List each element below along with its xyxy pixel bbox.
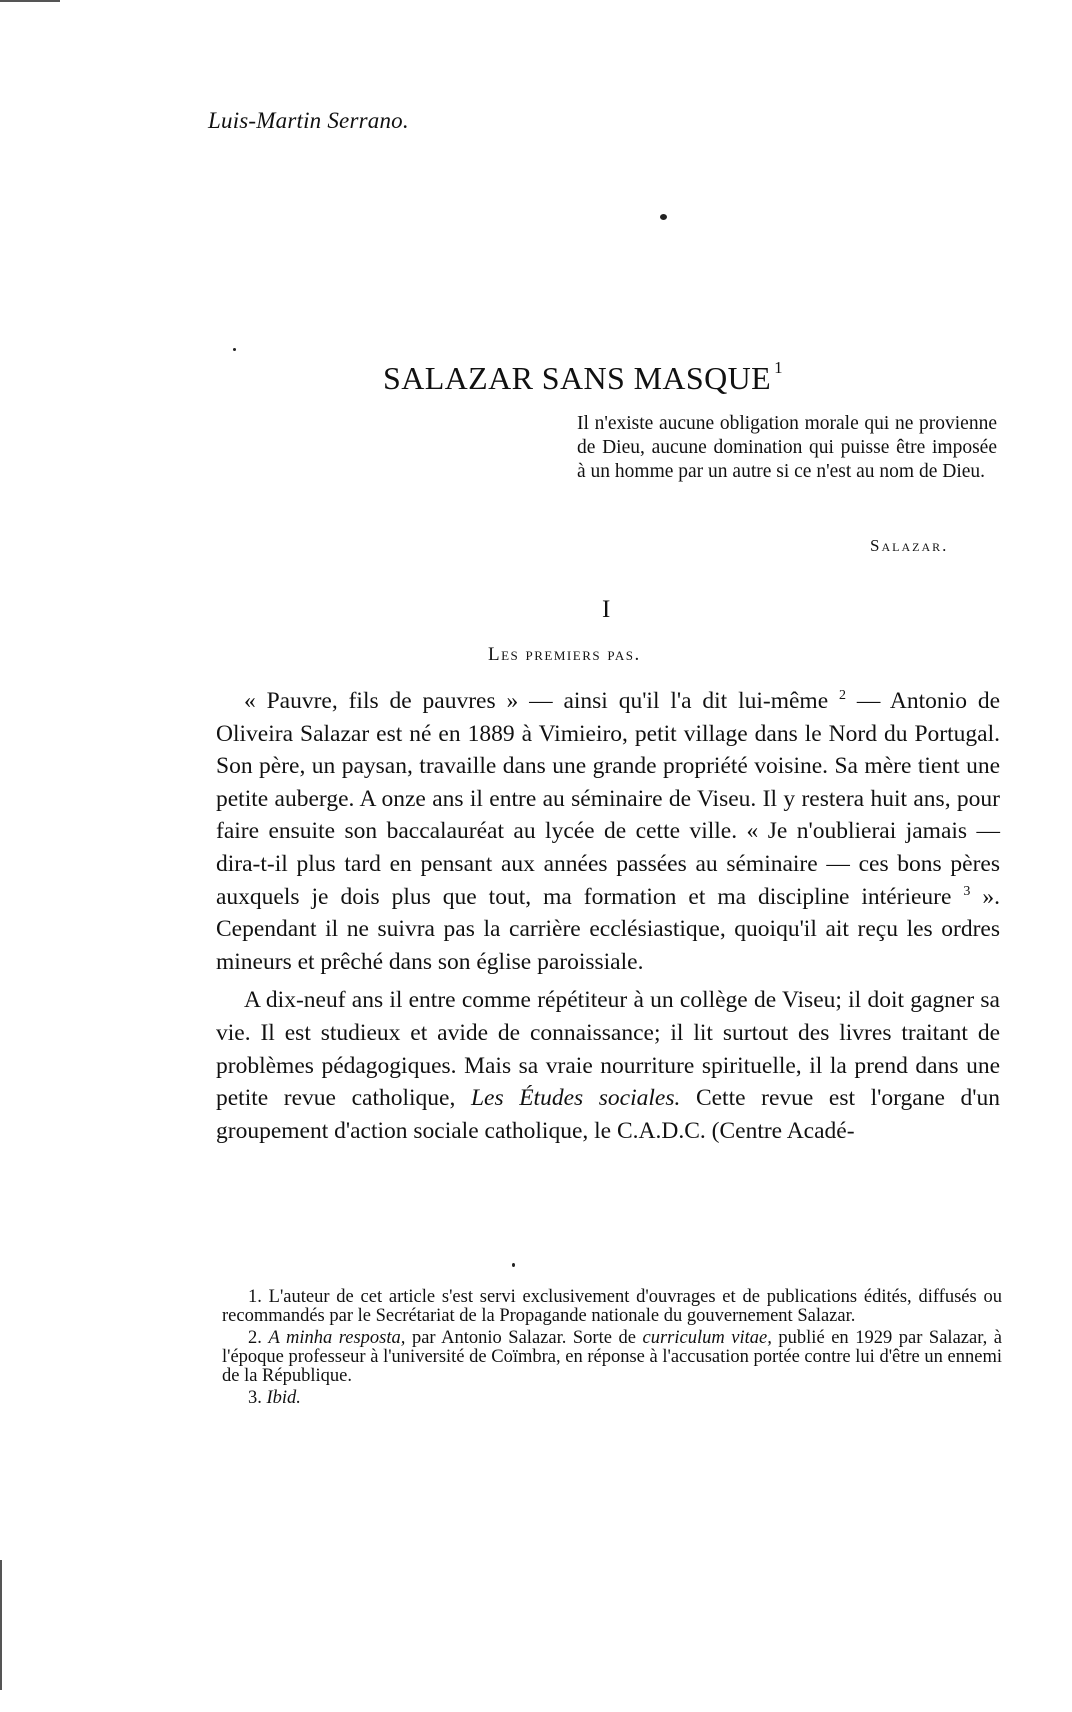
paragraph-text: ». Cependant il ne suivra pas la carrière ecclésiastique, quoiqu'il ait reçu les ordres mineurs et prêché dans son église paroissiale. bbox=[216, 883, 1001, 975]
scan-edge-mark bbox=[0, 1560, 2, 1690]
footnote-ref: 2 bbox=[839, 688, 846, 704]
footnote-term: curriculum vitae, bbox=[642, 1328, 772, 1348]
section-heading: Les premiers pas. bbox=[488, 644, 641, 665]
body-paragraph bbox=[216, 685, 1000, 978]
footnote-text: par Antonio Salazar. Sorte de bbox=[405, 1328, 643, 1348]
ink-speck bbox=[233, 348, 236, 351]
footnote-number: 2. bbox=[248, 1328, 262, 1348]
epigraph-quote: Il n'existe aucune obligation morale qui ne provienne de Dieu, aucune domination qui puisse être imposée à un homme par un autre si ce n'est au nom de Dieu. bbox=[577, 413, 997, 482]
author-name: Luis-Martin Serrano. bbox=[208, 108, 409, 133]
footnote-3 bbox=[222, 1389, 1002, 1408]
footnote-1: 1. L'auteur de cet article s'est servi exclusivement d'ouvrages et de publications édités, diffusés ou recommandés par le Secrétariat de la Propagande nationale du gouvernement Salazar. bbox=[222, 1287, 1002, 1326]
footnotes bbox=[222, 1288, 1002, 1411]
ink-speck bbox=[660, 214, 667, 220]
scan-edge-mark bbox=[0, 0, 60, 2]
paragraph-text: « Pauvre, fils de pauvres » — ainsi qu'il l'a dit lui-même bbox=[244, 688, 839, 714]
footnote-work-title: A minha resposta, bbox=[268, 1328, 406, 1348]
article-title bbox=[383, 360, 783, 397]
article-title-text: SALAZAR SANS MASQUE bbox=[383, 360, 772, 396]
section-number: I bbox=[602, 596, 611, 623]
paragraph-text: — Antonio de Oliveira Salazar est né en 1889 à Vimieiro, petit village dans le Nord du Portugal. Son père, un paysan, travaille dans une grande propriété voisine. Sa mère tient une petite auberge. A onze ans il entre au séminaire de Viseu. Il y restera huit ans, pour faire ensuite son baccalauréat au lycée de cette ville. « Je n'oublierai jamais — dira-t-il plus tard en pensant aux années passées au séminaire — ces bons pères auxquels je dois plus que tout, ma formation et ma discipline intérieure bbox=[216, 688, 1000, 910]
journal-title: Les Études sociales. bbox=[470, 1085, 681, 1112]
article-body bbox=[216, 685, 1000, 1147]
footnote-text: publié en 1929 par Salazar, à l'époque professeur à l'université de Coïmbra, en réponse à l'accusation portée contre lui d'être un ennemi de la République. bbox=[222, 1328, 1003, 1386]
footnote-ibid: Ibid. bbox=[266, 1388, 301, 1408]
paragraph-text: A dix-neuf ans il entre comme répétiteur à un collège de Viseu; il doit gagner sa vie. Il est studieux et avide de connaissance; il lit surtout des livres traitant de problèmes pédagogiques. Mais sa vraie nourriture spirituelle, il la prend dans une petite revue catholique, bbox=[216, 987, 1000, 1112]
title-footnote-ref: 1 bbox=[774, 358, 784, 377]
ink-speck bbox=[512, 1263, 515, 1267]
footnote-2 bbox=[222, 1329, 1002, 1386]
body-paragraph bbox=[216, 984, 1000, 1147]
footnote-ref: 3 bbox=[963, 883, 971, 899]
footnote-number: 3. bbox=[248, 1388, 262, 1408]
paragraph-text: Cette revue est l'organe d'un groupement d'action sociale catholique, le C.A.D.C. (Centre Acadé- bbox=[216, 1085, 1000, 1144]
epigraph-attribution: Salazar. bbox=[870, 536, 949, 555]
